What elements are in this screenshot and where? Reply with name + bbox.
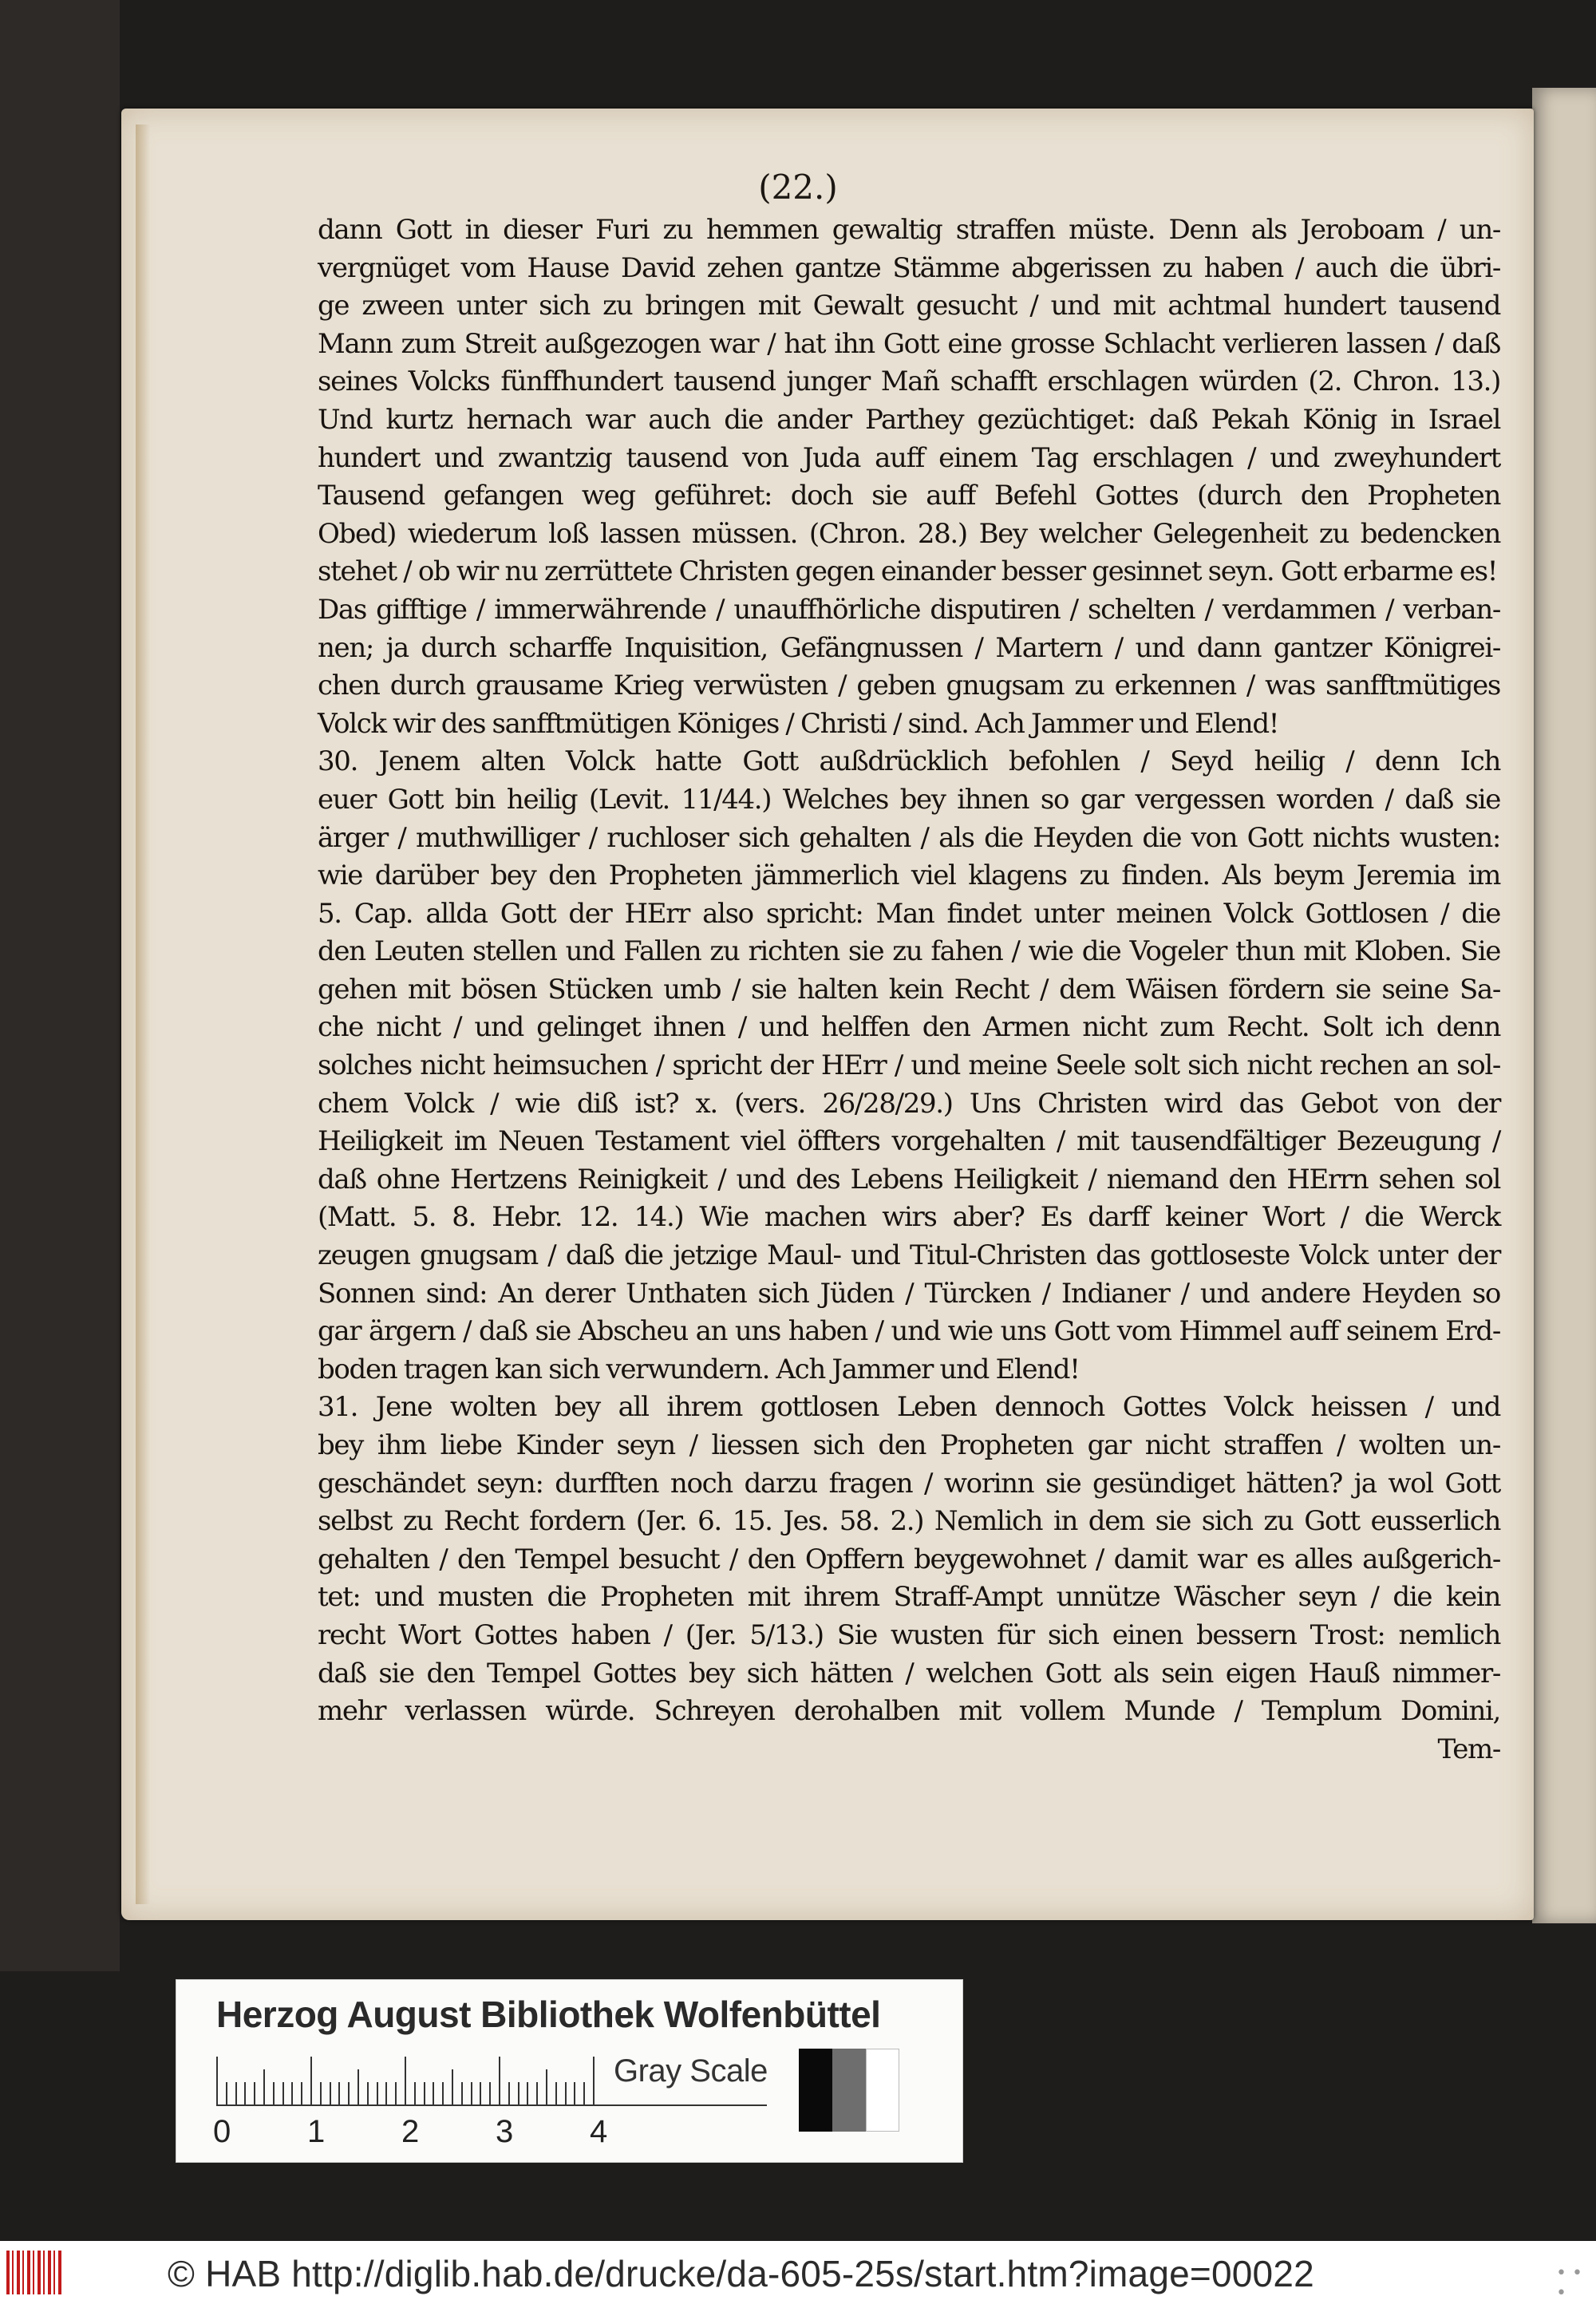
text-line: Heiligkeit im Neuen Testament viel öffters vorgehalten / mit tausendfältiger Bezeugung / bbox=[318, 1125, 1500, 1158]
text-line: 30. Jenem alten Volck hatte Gott außdrücklich befohlen / Seyd heilig / denn Ich bbox=[318, 745, 1500, 778]
text-line: boden tragen kan sich verwundern. Ach Jammer und Elend! bbox=[318, 1353, 1080, 1385]
ruler-tick bbox=[244, 2082, 246, 2106]
text-line: Obed) wiederum loß lassen müssen. (Chron. 28.) Bey welcher Gelegenheit zu bedencken bbox=[318, 517, 1500, 550]
text-line: Und kurtz hernach war auch die ander Parthey gezüchtiget: daß Pekah König in Israel bbox=[318, 403, 1500, 436]
ruler-tick bbox=[405, 2057, 406, 2106]
text-line: stehet / ob wir nu zerrüttete Christen gegen einander besser gesinnet seyn. Gott erbarme es! bbox=[318, 555, 1498, 588]
text-line: zeugen gnugsam / daß die jetzige Maul- und Titul-Christen das gottloseste Volck unter der bbox=[318, 1239, 1500, 1272]
ruler-tick bbox=[282, 2082, 284, 2106]
text-line: (Matt. 5. 8. Hebr. 12. 14.) Wie machen wirs aber? Es darff keiner Wort / die Werck bbox=[318, 1201, 1500, 1234]
text-line: daß sie den Tempel Gottes bey sich hätten / welchen Gott als sein eigen Hauß nimmer- bbox=[318, 1657, 1500, 1689]
copyright-url: © HAB http://diglib.hab.de/drucke/da-605-25s/start.htm?image=00022 bbox=[168, 2253, 1314, 2294]
ruler-tick bbox=[235, 2082, 237, 2106]
ruler-tick bbox=[338, 2082, 340, 2106]
ruler-tick bbox=[395, 2082, 397, 2106]
ruler-tick bbox=[226, 2082, 227, 2106]
adjacent-page bbox=[1532, 88, 1596, 1923]
swatch-gray bbox=[832, 2049, 866, 2132]
ruler-tick bbox=[471, 2082, 472, 2106]
ruler-tick bbox=[330, 2082, 331, 2106]
ruler-label-4: 4 bbox=[590, 2114, 608, 2149]
ruler-tick bbox=[367, 2082, 369, 2106]
footer-bar bbox=[0, 2241, 1596, 2304]
ruler-tick bbox=[263, 2069, 265, 2106]
barcode-icon bbox=[6, 2251, 62, 2294]
text-line: Tausend gefangen weg geführet: doch sie auff Befehl Gottes (durch den Propheten bbox=[318, 480, 1500, 512]
text-line: 5. Cap. allda Gott der HErr also spricht: Man findet unter meinen Volck Gottlosen / die bbox=[318, 897, 1500, 930]
text-line: chen durch grausame Krieg verwüsten / geben gnugsam zu erkennen / was sanfftmütiges bbox=[318, 670, 1500, 702]
gray-scale-label: Gray Scale bbox=[614, 2053, 768, 2089]
ruler-tick bbox=[320, 2082, 322, 2106]
ruler-tick bbox=[254, 2082, 255, 2106]
text-line: 31. Jene wolten bey all ihrem gottlosen Leben dennoch Gottes Volck heissen / und bbox=[318, 1391, 1500, 1424]
ruler-tick bbox=[442, 2082, 444, 2106]
text-line: bey ihm liebe Kinder seyn / liessen sich den Propheten gar nicht straffen / wolten un- bbox=[318, 1429, 1500, 1461]
ruler-tick bbox=[433, 2082, 434, 2106]
ruler-tick bbox=[565, 2082, 567, 2106]
ruler-tick bbox=[310, 2057, 312, 2106]
text-line: Sonnen sind: An derer Unthaten sich Jüden / Türcken / Indianer / und andere Heyden so bbox=[318, 1277, 1500, 1310]
text-line: Das gifftige / immerwährende / unauffhörliche disputiren / schelten / verdammen / verban- bbox=[318, 593, 1500, 626]
ruler-tick bbox=[291, 2082, 293, 2106]
ruler-tick bbox=[555, 2082, 557, 2106]
ruler-label-1: 1 bbox=[307, 2114, 326, 2149]
swatch-white bbox=[866, 2049, 899, 2132]
ruler-tick bbox=[461, 2082, 463, 2106]
ruler-tick bbox=[583, 2082, 585, 2106]
ruler-tick bbox=[527, 2082, 528, 2106]
ruler-tick bbox=[518, 2082, 519, 2106]
ruler-label-2: 2 bbox=[401, 2114, 420, 2149]
page-number: (22.) bbox=[758, 168, 838, 207]
ruler-tick bbox=[489, 2082, 491, 2106]
text-line: wie darüber bey den Propheten jämmerlich viel klagens zu finden. Als beym Jeremia im bbox=[318, 860, 1500, 892]
text-line: ärger / muthwilliger / ruchloser sich gehalten / als die Heyden die von Gott nichts wusten: bbox=[318, 821, 1500, 854]
swatch-black bbox=[799, 2049, 832, 2132]
text-line: mehr verlassen würde. Schreyen derohalben mit vollem Munde / Templum Domini, bbox=[318, 1695, 1500, 1728]
text-line: Mann zum Streit außgezogen war / hat ihn Gott eine grosse Schlacht verlieren lassen / daß bbox=[318, 327, 1500, 360]
ruler-tick bbox=[385, 2082, 387, 2106]
ruler-tick bbox=[574, 2082, 575, 2106]
ruler-tick bbox=[452, 2069, 453, 2106]
ruler-tick bbox=[273, 2082, 275, 2106]
text-line: Tem- bbox=[1437, 1733, 1500, 1765]
ruler-tick bbox=[593, 2057, 595, 2106]
ruler-label-3: 3 bbox=[496, 2114, 514, 2149]
color-scale-card bbox=[176, 1979, 963, 2163]
text-line: Volck wir des sanfftmütigen Königes / Christi / sind. Ach Jammer und Elend! bbox=[318, 707, 1279, 740]
text-line: vergnüget vom Hause David zehen gantze Stämme abgerissen zu haben / auch die übri- bbox=[318, 251, 1500, 284]
text-line: seines Volcks fünffhundert tausend junger Mañ schafft erschlagen würden (2. Chron. 13.) bbox=[318, 366, 1500, 398]
book-edge bbox=[0, 0, 120, 1971]
ruler-tick bbox=[499, 2057, 500, 2106]
text-line: daß ohne Hertzens Reinigkeit / und des Lebens Heiligkeit / niemand den HErrn sehen sol bbox=[318, 1163, 1500, 1195]
ruler-tick bbox=[536, 2082, 538, 2106]
text-line: euer Gott bin heilig (Levit. 11/44.) Welches bey ihnen so gar vergessen worden / daß sie bbox=[318, 783, 1500, 816]
text-line: solches nicht heimsuchen / spricht der HErr / und meine Seele solt sich nicht rechen an sol- bbox=[318, 1049, 1500, 1082]
text-line: chem Volck / wie diß ist? x. (vers. 26/28/29.) Uns Christen wird das Gebot von der bbox=[318, 1087, 1500, 1120]
body-text bbox=[318, 211, 1500, 1769]
text-line: nen; ja durch scharffe Inquisition, Gefängnussen / Martern / und dann gantzer Königrei- bbox=[318, 631, 1500, 664]
text-line: hundert und zwantzig tausend von Juda auff einem Tag erschlagen / und zweyhundert bbox=[318, 441, 1500, 474]
ruler-tick bbox=[508, 2082, 510, 2106]
ruler-tick bbox=[348, 2082, 350, 2106]
text-line: selbst zu Recht fordern (Jer. 6. 15. Jes. 58. 2.) Nemlich in dem sie sich zu Gott eusserlich bbox=[318, 1505, 1500, 1538]
text-line: recht Wort Gottes haben / (Jer. 5/13.) Sie wusten für sich einen bessern Trost: nemlich bbox=[318, 1618, 1500, 1651]
text-line: den Leuten stellen und Fallen zu richten sie zu fahen / wie die Vogeler thun mit Kloben. Sie bbox=[318, 935, 1500, 968]
ruler-tick bbox=[414, 2082, 416, 2106]
text-line: dann Gott in dieser Furi zu hemmen gewaltig straffen müste. Denn als Jeroboam / un- bbox=[318, 214, 1500, 246]
dots-icon: • • • bbox=[1556, 2263, 1582, 2303]
ruler-tick bbox=[377, 2082, 378, 2106]
ruler-tick bbox=[424, 2082, 425, 2106]
text-line: ge zween unter sich zu bringen mit Gewalt gesucht / und mit achtmal hundert tausend bbox=[318, 290, 1500, 322]
ruler-tick bbox=[480, 2082, 481, 2106]
ruler-label-0: 0 bbox=[213, 2114, 231, 2149]
ruler-tick bbox=[546, 2069, 547, 2106]
ruler-tick bbox=[301, 2082, 302, 2106]
text-line: tet: und musten die Propheten mit ihrem Straff-Ampt unnütze Wäscher seyn / die kein bbox=[318, 1581, 1500, 1614]
ruler-tick bbox=[216, 2057, 218, 2106]
text-line: gar ärgern / daß sie Abscheu an uns haben / und wie uns Gott vom Himmel auff seinem Erd- bbox=[318, 1315, 1500, 1348]
ruler-tick bbox=[358, 2069, 359, 2106]
text-line: gehalten / den Tempel besucht / den Opffern beygewohnet / damit war es alles außgerich- bbox=[318, 1543, 1500, 1575]
text-line: gehen mit bösen Stücken umb / sie halten kein Recht / dem Wäisen fördern sie seine Sa- bbox=[318, 973, 1500, 1006]
ruler-baseline bbox=[216, 2104, 767, 2106]
text-line: che nicht / und gelinget ihnen / und helffen den Armen nicht zum Recht. Solt ich denn bbox=[318, 1011, 1500, 1044]
text-line: geschändet seyn: durfften noch darzu fragen / worinn sie gesündiget hätten? ja wol Gott bbox=[318, 1467, 1500, 1500]
library-title: Herzog August Bibliothek Wolfenbüttel bbox=[216, 1994, 881, 2035]
